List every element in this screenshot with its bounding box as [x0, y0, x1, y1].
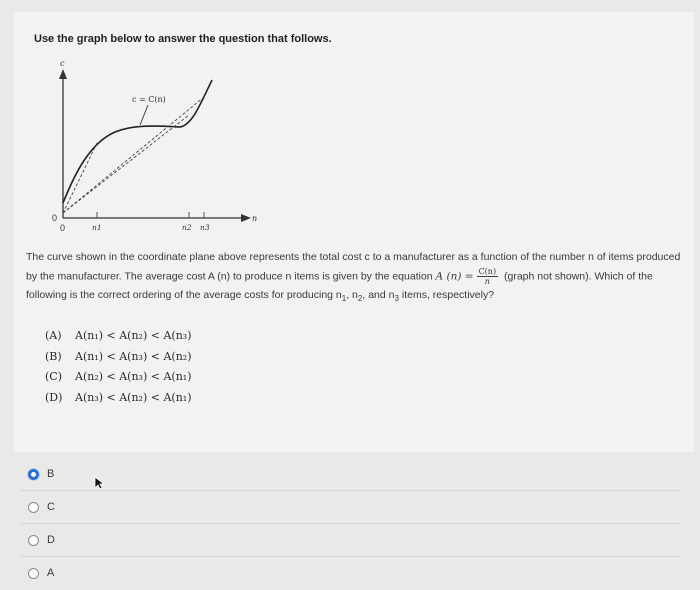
radio-a[interactable]	[28, 568, 39, 579]
radio-d[interactable]	[28, 535, 39, 546]
option-c[interactable]	[20, 491, 680, 524]
secant-n1	[63, 143, 97, 213]
curve-label-leader	[140, 105, 148, 125]
x-axis-arrow	[241, 214, 251, 222]
option-b-label: B	[47, 468, 55, 480]
tick-label-n1: n1	[92, 223, 102, 232]
y-axis-label: c	[60, 59, 65, 68]
x-axis-label: n	[252, 214, 258, 223]
option-d-label: D	[47, 534, 55, 546]
choice-d: (D) A(n₃) < A(n₂) < A(n₁)	[45, 390, 192, 404]
radio-c[interactable]	[28, 502, 39, 513]
radio-b[interactable]	[28, 469, 39, 480]
equation-lhs: A (n) =	[435, 270, 474, 283]
secant-n3	[63, 97, 204, 213]
choice-a: (A) A(n₁) < A(n₂) < A(n₃)	[45, 329, 192, 342]
mouse-pointer-icon	[94, 476, 106, 490]
option-b[interactable]	[20, 458, 680, 491]
equation-fraction: $\frac{C(n)}{n}$	[478, 267, 497, 286]
option-a[interactable]	[20, 557, 680, 589]
tick-label-n2: n2	[182, 223, 192, 232]
radio-options	[20, 458, 680, 589]
instruction-text: Use the graph below to answer the question that follows.	[34, 33, 332, 45]
option-d[interactable]	[20, 524, 680, 557]
question-text: The curve shown in the coordinate plane above represents the total cost c to a manufacturer as a function of the number n of items produced by the manufacturer. The average cost A (n) to produce n items is given by the equation A (n) = $\frac{C(n)}{n}$ (graph not shown). Which of the following is the correct ordering of the average costs for producing $n_1$, $n_2$, and $n_3$ items, respectively?	[26, 251, 681, 304]
origin-label-y: 0	[52, 213, 58, 223]
option-c-label: C	[47, 501, 55, 513]
answer-choices-list	[45, 326, 191, 408]
choice-c: (C) A(n₂) < A(n₃) < A(n₁)	[45, 370, 192, 383]
cost-graph	[40, 55, 270, 240]
tick-label-n3: n3	[200, 223, 210, 232]
curve-label: c = C(n)	[132, 95, 166, 104]
option-a-label: A	[47, 567, 55, 579]
choice-b: (B) A(n₁) < A(n₃) < A(n₂)	[45, 349, 192, 363]
y-axis-arrow	[59, 69, 67, 79]
origin-label-x: 0	[60, 223, 66, 233]
